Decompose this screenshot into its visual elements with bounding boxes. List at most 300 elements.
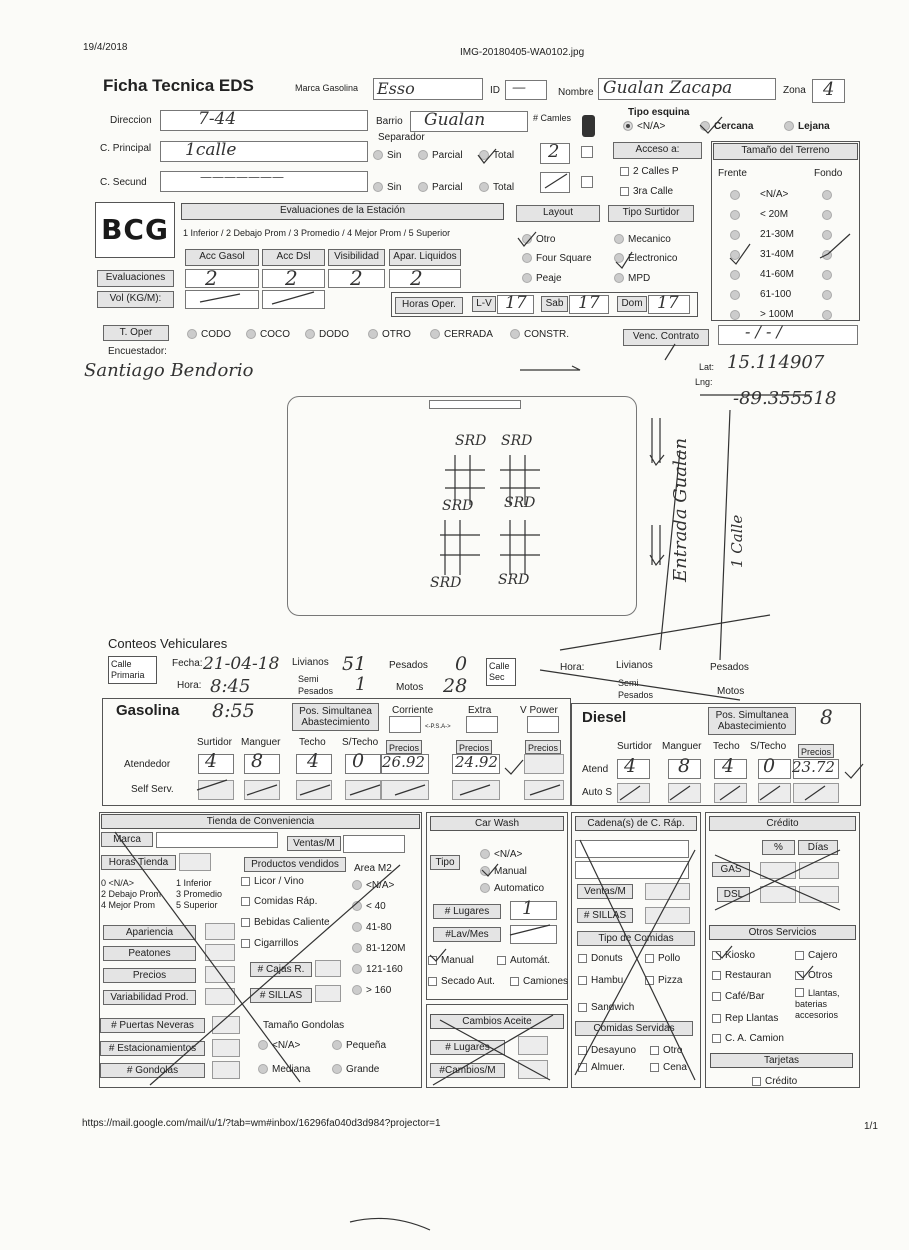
surtidor-mpd[interactable]: MPD bbox=[614, 273, 650, 284]
autos-field-3[interactable] bbox=[714, 783, 747, 803]
area-option-4[interactable]: 121-160 bbox=[352, 964, 403, 975]
otros-cajero[interactable]: Cajero bbox=[795, 950, 837, 961]
otros-ca-camion[interactable]: C. A. Camion bbox=[712, 1033, 784, 1044]
area-option-0[interactable]: <N/A> bbox=[352, 880, 394, 891]
sep1-total[interactable]: Total bbox=[479, 150, 514, 161]
arrow-down-icon bbox=[650, 525, 664, 565]
gas-col-manguer: Manguer bbox=[241, 737, 281, 748]
estac-field[interactable] bbox=[212, 1039, 240, 1057]
sep2-total[interactable]: Total bbox=[479, 182, 514, 193]
tienda-peatones: Peatones bbox=[103, 946, 196, 961]
layout-otro[interactable]: Otro bbox=[522, 234, 555, 245]
frente-radio-5[interactable] bbox=[730, 290, 744, 301]
eval-acc-dsl[interactable]: Acc Dsl bbox=[262, 249, 325, 266]
marca-value: Esso bbox=[377, 79, 415, 98]
credito-title: Crédito bbox=[709, 816, 856, 831]
gas-manguer-value: 8 bbox=[251, 750, 264, 772]
dom-label: Dom bbox=[617, 296, 647, 312]
print-page-number: 1/1 bbox=[864, 1121, 878, 1132]
autos-field-4[interactable] bbox=[758, 783, 791, 803]
cw-manual[interactable]: Manual bbox=[428, 955, 474, 966]
cw-camiones[interactable]: Camiones bbox=[510, 976, 568, 987]
gasolina-title: Gasolina bbox=[116, 702, 180, 719]
area-option-2[interactable]: 41-80 bbox=[352, 922, 392, 933]
cross-stroke bbox=[560, 615, 770, 650]
lng-value: -89.355518 bbox=[733, 388, 837, 409]
marca2-field[interactable] bbox=[156, 832, 278, 848]
barrio-label: Barrio bbox=[376, 116, 403, 127]
tienda-title: Tienda de Conveniencia bbox=[101, 814, 420, 829]
cambios-lugares-field[interactable] bbox=[518, 1036, 548, 1055]
credito-gas-pct[interactable] bbox=[760, 862, 796, 879]
acceso-3ra-calle[interactable]: 3ra Calle bbox=[620, 186, 673, 197]
encuestador-label: Encuestador: bbox=[108, 346, 167, 357]
otros-restauran[interactable]: Restauran bbox=[712, 970, 771, 981]
fondo-radio-2[interactable] bbox=[822, 230, 836, 241]
diesel-techo-value: 4 bbox=[722, 755, 735, 777]
barrio-value: Gualan bbox=[424, 110, 486, 130]
area-option-1[interactable]: < 40 bbox=[352, 901, 386, 912]
marca-label: Marca Gasolina bbox=[295, 83, 359, 93]
eval-acc-gasol[interactable]: Acc Gasol bbox=[185, 249, 259, 266]
direccion-value: 7-44 bbox=[198, 109, 237, 129]
autos-field-1[interactable] bbox=[617, 783, 650, 803]
ventas-label: Ventas/M bbox=[287, 836, 341, 851]
frente-label: Frente bbox=[718, 168, 747, 179]
arrow-stroke bbox=[520, 366, 580, 370]
self-field-1[interactable] bbox=[198, 780, 234, 800]
otros-title: Otros Servicios bbox=[709, 925, 856, 940]
apariencia-field[interactable] bbox=[205, 923, 235, 940]
gas-price-3-field[interactable] bbox=[524, 754, 564, 774]
gas-price-1-value: 26.92 bbox=[382, 753, 425, 771]
eval-hw-2: 2 bbox=[285, 266, 298, 290]
toper-constr[interactable]: CONSTR. bbox=[510, 329, 569, 340]
diesel-price-value: 23.72 bbox=[792, 758, 835, 776]
sep1-sin[interactable]: Sin bbox=[373, 150, 401, 161]
livianos-value: 51 bbox=[342, 653, 367, 675]
psa-label: <-P.S.A-> bbox=[425, 724, 451, 730]
lat-label: Lat: bbox=[699, 362, 715, 372]
traffic-light-icon bbox=[582, 115, 595, 137]
id-label: ID bbox=[490, 85, 500, 96]
tarjetas-title: Tarjetas bbox=[710, 1053, 853, 1068]
precios-field[interactable] bbox=[205, 966, 235, 983]
terreno-label-1: < 20M bbox=[760, 209, 789, 220]
acceso-button[interactable]: Acceso a: bbox=[613, 142, 702, 159]
sketch-label-4: SRD bbox=[504, 495, 536, 511]
fondo-radio-5[interactable] bbox=[822, 290, 836, 301]
prod-bebidas[interactable]: Bebidas Caliente bbox=[241, 917, 330, 928]
fondo-radio-4[interactable] bbox=[822, 270, 836, 281]
layout-peaje[interactable]: Peaje bbox=[522, 273, 562, 284]
horas-tienda-label: Horas Tienda bbox=[101, 855, 176, 870]
corriente-field[interactable] bbox=[389, 716, 421, 733]
motos2-label: Motos bbox=[717, 686, 745, 697]
comida-hambu[interactable]: Hambu. bbox=[578, 975, 626, 986]
diesel-col-manguer: Manguer bbox=[662, 741, 702, 752]
sab-label: Sab bbox=[541, 296, 568, 312]
hora-value: 8:45 bbox=[210, 676, 251, 697]
fondo-radio-0[interactable] bbox=[822, 190, 836, 201]
eval-visibilidad[interactable]: Visibilidad bbox=[328, 249, 385, 266]
credito-pct-label: % bbox=[762, 840, 795, 855]
c-principal-label: C. Principal bbox=[100, 143, 152, 154]
self-field-2[interactable] bbox=[244, 780, 280, 800]
cadena-ventas-field[interactable] bbox=[645, 883, 690, 900]
vol-field-1[interactable] bbox=[185, 290, 259, 309]
vol-field-2[interactable] bbox=[262, 290, 325, 309]
atend-label: Atend bbox=[582, 764, 609, 775]
fondo-radio-1[interactable] bbox=[822, 210, 836, 221]
nombre-label: Nombre bbox=[558, 87, 594, 98]
otros-otros[interactable]: Otros bbox=[795, 970, 832, 981]
pesados-label: Pesados bbox=[389, 660, 428, 671]
prod-comidas[interactable]: Comidas Ráp. bbox=[241, 896, 317, 907]
fondo-radio-3[interactable] bbox=[822, 250, 836, 261]
lng-label: Lng: bbox=[695, 377, 713, 387]
sillas-label: # SILLAS bbox=[250, 988, 312, 1003]
zona-value: 4 bbox=[823, 79, 835, 100]
self-serv-label: Self Serv. bbox=[131, 784, 174, 795]
layout-four-square[interactable]: Four Square bbox=[522, 253, 592, 264]
carwash-automatico[interactable]: Automatico bbox=[480, 883, 544, 894]
gondolas-label: # Gondolas bbox=[100, 1063, 205, 1078]
gondola-mediana[interactable]: Mediana bbox=[258, 1064, 310, 1075]
cajas-label: # Cajas R. bbox=[250, 962, 312, 977]
credito-dsl-label: DSL bbox=[717, 887, 750, 902]
carwash-na[interactable]: <N/A> bbox=[480, 849, 522, 860]
livianos-label: Livianos bbox=[292, 657, 329, 668]
gas-surtidor-value: 4 bbox=[205, 750, 218, 772]
frente-radio-2[interactable] bbox=[730, 230, 744, 241]
toper-label: T. Oper bbox=[103, 325, 169, 341]
direccion-field[interactable] bbox=[160, 110, 368, 131]
otros-kiosko[interactable]: Kiosko bbox=[712, 950, 755, 961]
camiones-check-2[interactable] bbox=[581, 176, 593, 188]
diesel-col-stecho: S/Techo bbox=[750, 741, 787, 752]
estac-label: # Estacionamientos bbox=[100, 1041, 205, 1056]
frente-radio-6[interactable] bbox=[730, 310, 744, 321]
gas-col-techo: Techo bbox=[299, 737, 326, 748]
gas-col-stecho: S/Techo bbox=[342, 737, 379, 748]
form-title: Ficha Tecnica EDS bbox=[103, 76, 254, 95]
lv-label: L-V bbox=[472, 296, 496, 312]
cambios-mes-field[interactable] bbox=[518, 1060, 548, 1079]
diesel-manguer-value: 8 bbox=[678, 755, 691, 777]
marca2-label: Marca bbox=[101, 832, 153, 847]
dom-value: 17 bbox=[657, 293, 679, 313]
atendedor-label: Atendedor bbox=[124, 759, 171, 770]
terreno-label-4: 41-60M bbox=[760, 269, 794, 280]
credito-gas-label: GAS bbox=[712, 862, 750, 877]
gas-price-2-value: 24.92 bbox=[455, 753, 498, 771]
servida-almuer[interactable]: Almuer. bbox=[578, 1062, 625, 1073]
terreno-label-2: 21-30M bbox=[760, 229, 794, 240]
sillas-field[interactable] bbox=[315, 985, 341, 1002]
area-label: Area M2 bbox=[354, 863, 392, 874]
gondola-pequena[interactable]: Pequeña bbox=[332, 1040, 386, 1051]
variabilidad-field[interactable] bbox=[205, 988, 235, 1005]
self-field-5[interactable] bbox=[381, 780, 429, 800]
nombre-value: Gualan Zacapa bbox=[603, 78, 733, 98]
lat-value: 15.114907 bbox=[727, 352, 825, 373]
eval-hw-1: 2 bbox=[205, 266, 218, 290]
credito-dsl-dias[interactable] bbox=[799, 886, 839, 903]
self-field-3[interactable] bbox=[296, 780, 332, 800]
terreno-label-3: 31-40M bbox=[760, 249, 794, 260]
carriles-value: 2 bbox=[548, 141, 560, 162]
venc-label: Venc. Contrato bbox=[623, 329, 709, 346]
self-field-7[interactable] bbox=[524, 780, 564, 800]
pesados2-label: Pesados bbox=[710, 662, 749, 673]
eval-value-1[interactable] bbox=[185, 269, 259, 288]
cw-automat[interactable]: Automát. bbox=[497, 955, 550, 966]
hora2-label: Hora: bbox=[560, 662, 585, 673]
comida-pizza[interactable]: Pizza bbox=[645, 975, 682, 986]
print-date: 19/4/2018 bbox=[83, 42, 128, 53]
terreno-label-6: > 100M bbox=[760, 309, 794, 320]
side-label-calle: 1 Calle bbox=[728, 514, 746, 568]
livianos2-label: Livianos bbox=[616, 660, 653, 671]
gondolas-field[interactable] bbox=[212, 1061, 240, 1079]
surtidor-electronico[interactable]: Electronico bbox=[614, 253, 677, 264]
area-option-5[interactable]: > 160 bbox=[352, 985, 391, 996]
self-field-4[interactable] bbox=[345, 780, 381, 800]
sketch-label-1: SRD bbox=[455, 433, 487, 449]
cajas-field[interactable] bbox=[315, 960, 341, 977]
gas-precios-1: Precios bbox=[386, 740, 422, 754]
layout-label: Layout bbox=[516, 205, 600, 222]
gas-col-surtidor: Surtidor bbox=[197, 737, 233, 748]
productos-label: Productos vendidos bbox=[244, 857, 346, 872]
eval-hw-3: 2 bbox=[350, 266, 363, 290]
corriente-label: Corriente bbox=[392, 705, 434, 716]
carwash-lugares-label: # Lugares bbox=[433, 904, 501, 919]
tarjetas-credito[interactable]: Crédito bbox=[752, 1076, 797, 1087]
cadena-ventas-label: Ventas/M bbox=[577, 884, 633, 899]
comida-donuts[interactable]: Donuts bbox=[578, 953, 623, 964]
tipo-comidas-label: Tipo de Comidas bbox=[577, 931, 695, 946]
lv-value: 17 bbox=[505, 293, 527, 313]
otros-cafe-bar[interactable]: Café/Bar bbox=[712, 991, 764, 1002]
tipo-esquina-na[interactable]: <N/A> bbox=[623, 121, 665, 132]
puertas-label: # Puertas Neveras bbox=[100, 1018, 205, 1033]
gasolina-time: 8:55 bbox=[212, 700, 255, 722]
diesel-pos-sim: Pos. Simultanea Abastecimiento bbox=[708, 707, 796, 735]
eval-title: Evaluaciones de la Estación bbox=[181, 203, 504, 220]
vpower-label: V Power bbox=[520, 705, 558, 716]
gas-stecho-value: 0 bbox=[352, 750, 365, 772]
fecha-label: Fecha: bbox=[172, 658, 203, 669]
carwash-title: Car Wash bbox=[430, 816, 564, 831]
otros-llantas[interactable]: Llantas, baterias accesorios bbox=[795, 988, 840, 1020]
surtidor-mecanico[interactable]: Mecanico bbox=[614, 234, 671, 245]
credito-gas-dias[interactable] bbox=[799, 862, 839, 879]
stroke-line bbox=[350, 1218, 430, 1230]
tam-gondolas-label: Tamaño Gondolas bbox=[263, 1020, 345, 1031]
credito-dias-label: Días bbox=[798, 840, 838, 855]
acceso-2-calles[interactable]: 2 Calles P bbox=[620, 166, 679, 177]
direccion-label: Direccion bbox=[110, 115, 152, 126]
cadena-sillas-field[interactable] bbox=[645, 907, 690, 924]
gas-precios-3: Precios bbox=[525, 740, 561, 754]
extra-field[interactable] bbox=[466, 716, 498, 733]
camiones-check-1[interactable] bbox=[581, 146, 593, 158]
id-value: — bbox=[512, 80, 526, 96]
arrow-down-icon bbox=[650, 418, 664, 465]
comida-sandwich[interactable]: Sandwich bbox=[578, 1002, 634, 1013]
motos-label: Motos bbox=[396, 682, 424, 693]
carriles-field-2[interactable] bbox=[540, 172, 570, 193]
evaluaciones-label: Evaluaciones bbox=[97, 270, 174, 287]
gondola-na[interactable]: <N/A> bbox=[258, 1040, 300, 1051]
vpower-field[interactable] bbox=[527, 716, 559, 733]
toper-otro[interactable]: OTRO bbox=[368, 329, 411, 340]
toper-codo[interactable]: CODO bbox=[187, 329, 231, 340]
extra-label: Extra bbox=[468, 705, 492, 716]
conteos-title: Conteos Vehiculares bbox=[108, 636, 228, 651]
cambios-lugares-label: # Lugares bbox=[430, 1040, 505, 1055]
cadena-field-2[interactable] bbox=[575, 861, 689, 879]
semipesados2-label: Semi Pesados bbox=[618, 678, 654, 700]
pesados-value: 0 bbox=[455, 653, 468, 675]
area-option-3[interactable]: 81-120M bbox=[352, 943, 405, 954]
sketch-label-6: SRD bbox=[498, 572, 530, 588]
servida-otro[interactable]: Otro bbox=[650, 1045, 682, 1056]
sep2-parcial[interactable]: Parcial bbox=[418, 182, 463, 193]
eval-scale: 1 Inferior / 2 Debajo Prom / 3 Promedio / 4 Mejor Prom / 5 Superior bbox=[183, 228, 451, 238]
toper-dodo[interactable]: DODO bbox=[305, 329, 349, 340]
frente-radio-0[interactable] bbox=[730, 190, 744, 201]
prod-cigarrillos[interactable]: Cigarrillos bbox=[241, 938, 298, 949]
print-url[interactable]: https://mail.google.com/mail/u/1/?tab=wm#inbox/16296fa040d3d984?projector=1 bbox=[82, 1118, 441, 1129]
bcg-logo: BCG bbox=[95, 202, 175, 258]
c-principal-value: 1calle bbox=[185, 140, 237, 160]
eval-hw-4: 2 bbox=[410, 266, 423, 290]
carwash-tipo-label: Tipo bbox=[430, 855, 460, 870]
terreno-label-5: 61-100 bbox=[760, 289, 792, 300]
gas-precios-2: Precios bbox=[456, 740, 492, 754]
frente-radio-1[interactable] bbox=[730, 210, 744, 221]
puertas-field[interactable] bbox=[212, 1016, 240, 1034]
servida-cena[interactable]: Cena bbox=[650, 1062, 687, 1073]
sep2-sin[interactable]: Sin bbox=[373, 182, 401, 193]
peatones-field[interactable] bbox=[205, 944, 235, 961]
cw-secado[interactable]: Secado Aut. bbox=[428, 976, 495, 987]
venc-field[interactable] bbox=[718, 325, 858, 345]
diesel-precios: Precios bbox=[798, 744, 834, 758]
comidas-servidas-label: Comidas Servidas bbox=[575, 1021, 693, 1036]
autos-field-5[interactable] bbox=[793, 783, 839, 803]
sep1-parcial[interactable]: Parcial bbox=[418, 150, 463, 161]
carwash-lugares-field[interactable] bbox=[510, 901, 557, 920]
prod-licor[interactable]: Licor / Vino bbox=[241, 876, 304, 887]
diesel-surtidor-value: 4 bbox=[624, 755, 637, 777]
tienda-variabilidad: Variabilidad Prod. bbox=[103, 990, 196, 1005]
cambios-title: Cambios Aceite bbox=[430, 1014, 564, 1029]
frente-radio-4[interactable] bbox=[730, 270, 744, 281]
sketch-top-bar bbox=[429, 400, 521, 409]
autos-field-2[interactable] bbox=[668, 783, 701, 803]
cadena-field-1[interactable] bbox=[575, 840, 689, 858]
sab-value: 17 bbox=[578, 293, 600, 313]
diesel-col-techo: Techo bbox=[713, 741, 740, 752]
encuestador-value: Santiago Bendorio bbox=[84, 360, 254, 381]
diesel-title: Diesel bbox=[582, 709, 627, 726]
autos-label: Auto S bbox=[582, 787, 613, 798]
toper-cerrada[interactable]: CERRADA bbox=[430, 329, 493, 340]
tipo-esquina-cercana[interactable]: Cercana bbox=[700, 121, 753, 132]
tienda-precios: Precios bbox=[103, 968, 196, 983]
tipo-esquina-label: Tipo esquina bbox=[628, 107, 690, 118]
surtidor-label: Tipo Surtidor bbox=[608, 205, 694, 222]
print-filename: IMG-20180405-WA0102.jpg bbox=[460, 47, 585, 58]
horas-tienda-field[interactable] bbox=[179, 853, 211, 871]
self-field-6[interactable] bbox=[452, 780, 500, 800]
sketch-label-5: SRD bbox=[430, 575, 462, 591]
hora-label: Hora: bbox=[177, 680, 202, 691]
c-secund-label: C. Secund bbox=[100, 177, 147, 188]
terreno-title: Tamaño del Terreno bbox=[713, 143, 858, 160]
sketch-label-2: SRD bbox=[501, 433, 533, 449]
zona-label: Zona bbox=[783, 85, 806, 96]
side-label-entrada: Entrada Gualan bbox=[670, 437, 691, 582]
gondola-grande[interactable]: Grande bbox=[332, 1064, 379, 1075]
carwash-lugares-value: 1 bbox=[522, 898, 534, 919]
toper-coco[interactable]: COCO bbox=[246, 329, 290, 340]
gas-techo-value: 4 bbox=[307, 750, 320, 772]
lavmes-label: #Lav/Mes bbox=[433, 927, 501, 942]
vol-label: Vol (KG/M): bbox=[97, 291, 174, 308]
eval-apar-liquidos[interactable]: Apar. Liquidos bbox=[389, 249, 461, 266]
gas-pos-sim: Pos. Simultanea Abastecimiento bbox=[292, 703, 379, 731]
calle-sec-label: Calle Sec bbox=[486, 658, 516, 686]
semipesados-value: 1 bbox=[355, 674, 367, 695]
horas-label: Horas Oper. bbox=[395, 297, 463, 314]
camiones-label: # Camles bbox=[533, 113, 572, 123]
semipesados-label: Semi Pesados bbox=[298, 674, 334, 696]
calle-primaria-label: Calle Primaria bbox=[108, 656, 157, 684]
comida-pollo[interactable]: Pollo bbox=[645, 953, 680, 964]
lavmes-field[interactable] bbox=[510, 925, 557, 944]
diesel-col-surtidor: Surtidor bbox=[617, 741, 653, 752]
eval-value-4[interactable] bbox=[389, 269, 461, 288]
credito-dsl-pct[interactable] bbox=[760, 886, 796, 903]
stroke-line bbox=[665, 344, 675, 360]
fecha-value: 21-04-18 bbox=[203, 654, 280, 674]
otros-rep-llantas[interactable]: Rep Llantas bbox=[712, 1013, 778, 1024]
cadena-sillas-label: # SILLAS bbox=[577, 908, 633, 923]
servida-desayuno[interactable]: Desayuno bbox=[578, 1045, 636, 1056]
motos-value: 28 bbox=[443, 675, 468, 697]
diesel-stecho-value: 0 bbox=[763, 755, 776, 777]
cadena-title: Cadena(s) de C. Ráp. bbox=[575, 816, 697, 831]
frente-radio-3[interactable] bbox=[730, 250, 744, 261]
fondo-label: Fondo bbox=[814, 168, 843, 179]
sketch-label-3: SRD bbox=[442, 498, 474, 514]
ventas-field[interactable] bbox=[343, 835, 405, 853]
separador-label: Separador bbox=[378, 132, 425, 143]
fondo-radio-6[interactable] bbox=[822, 310, 836, 321]
terreno-label-0: <N/A> bbox=[760, 189, 789, 200]
carwash-manual[interactable]: Manual bbox=[480, 866, 527, 877]
diesel-pos-value: 8 bbox=[820, 705, 833, 729]
tienda-apariencia: Apariencia bbox=[103, 925, 196, 940]
cambios-mes-label: #Cambios/M bbox=[430, 1063, 505, 1078]
venc-value: - / - / bbox=[745, 322, 782, 341]
tipo-esquina-lejana[interactable]: Lejana bbox=[784, 121, 830, 132]
